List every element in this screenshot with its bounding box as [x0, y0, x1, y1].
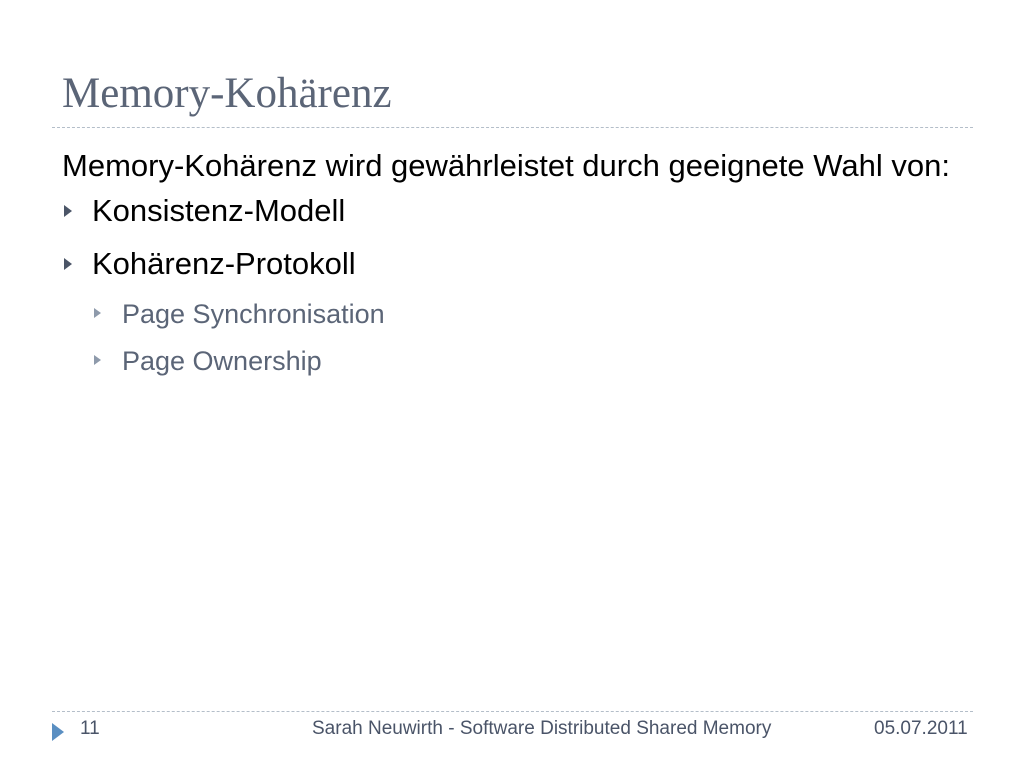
sub-bullet-item — [62, 345, 962, 377]
bullet-item — [62, 192, 962, 230]
sub-bullet-item — [62, 298, 962, 330]
page-number: 11 — [80, 718, 100, 739]
bullet-label: Kohärenz-Protokoll — [92, 246, 356, 281]
sub-bullet-label: Page Synchronisation — [122, 299, 385, 329]
play-arrow-icon — [52, 723, 64, 741]
triangle-right-icon — [64, 258, 72, 270]
title-divider — [52, 127, 973, 128]
sub-bullet-label: Page Ownership — [122, 346, 322, 376]
footer-author-title: Sarah Neuwirth - Software Distributed Shared Memory — [312, 718, 772, 739]
slide-body — [62, 147, 962, 392]
triangle-right-icon — [64, 205, 72, 217]
slide-title: Memory-Kohärenz — [62, 70, 392, 117]
intro-text: Memory-Kohärenz wird gewährleistet durch geeignete Wahl von: — [62, 148, 950, 183]
footer-divider — [52, 711, 973, 712]
footer-date: 05.07.2011 — [874, 718, 968, 739]
triangle-right-icon — [94, 355, 101, 365]
bullet-item — [62, 245, 962, 283]
bullet-label: Konsistenz-Modell — [92, 193, 346, 228]
triangle-right-icon — [94, 308, 101, 318]
